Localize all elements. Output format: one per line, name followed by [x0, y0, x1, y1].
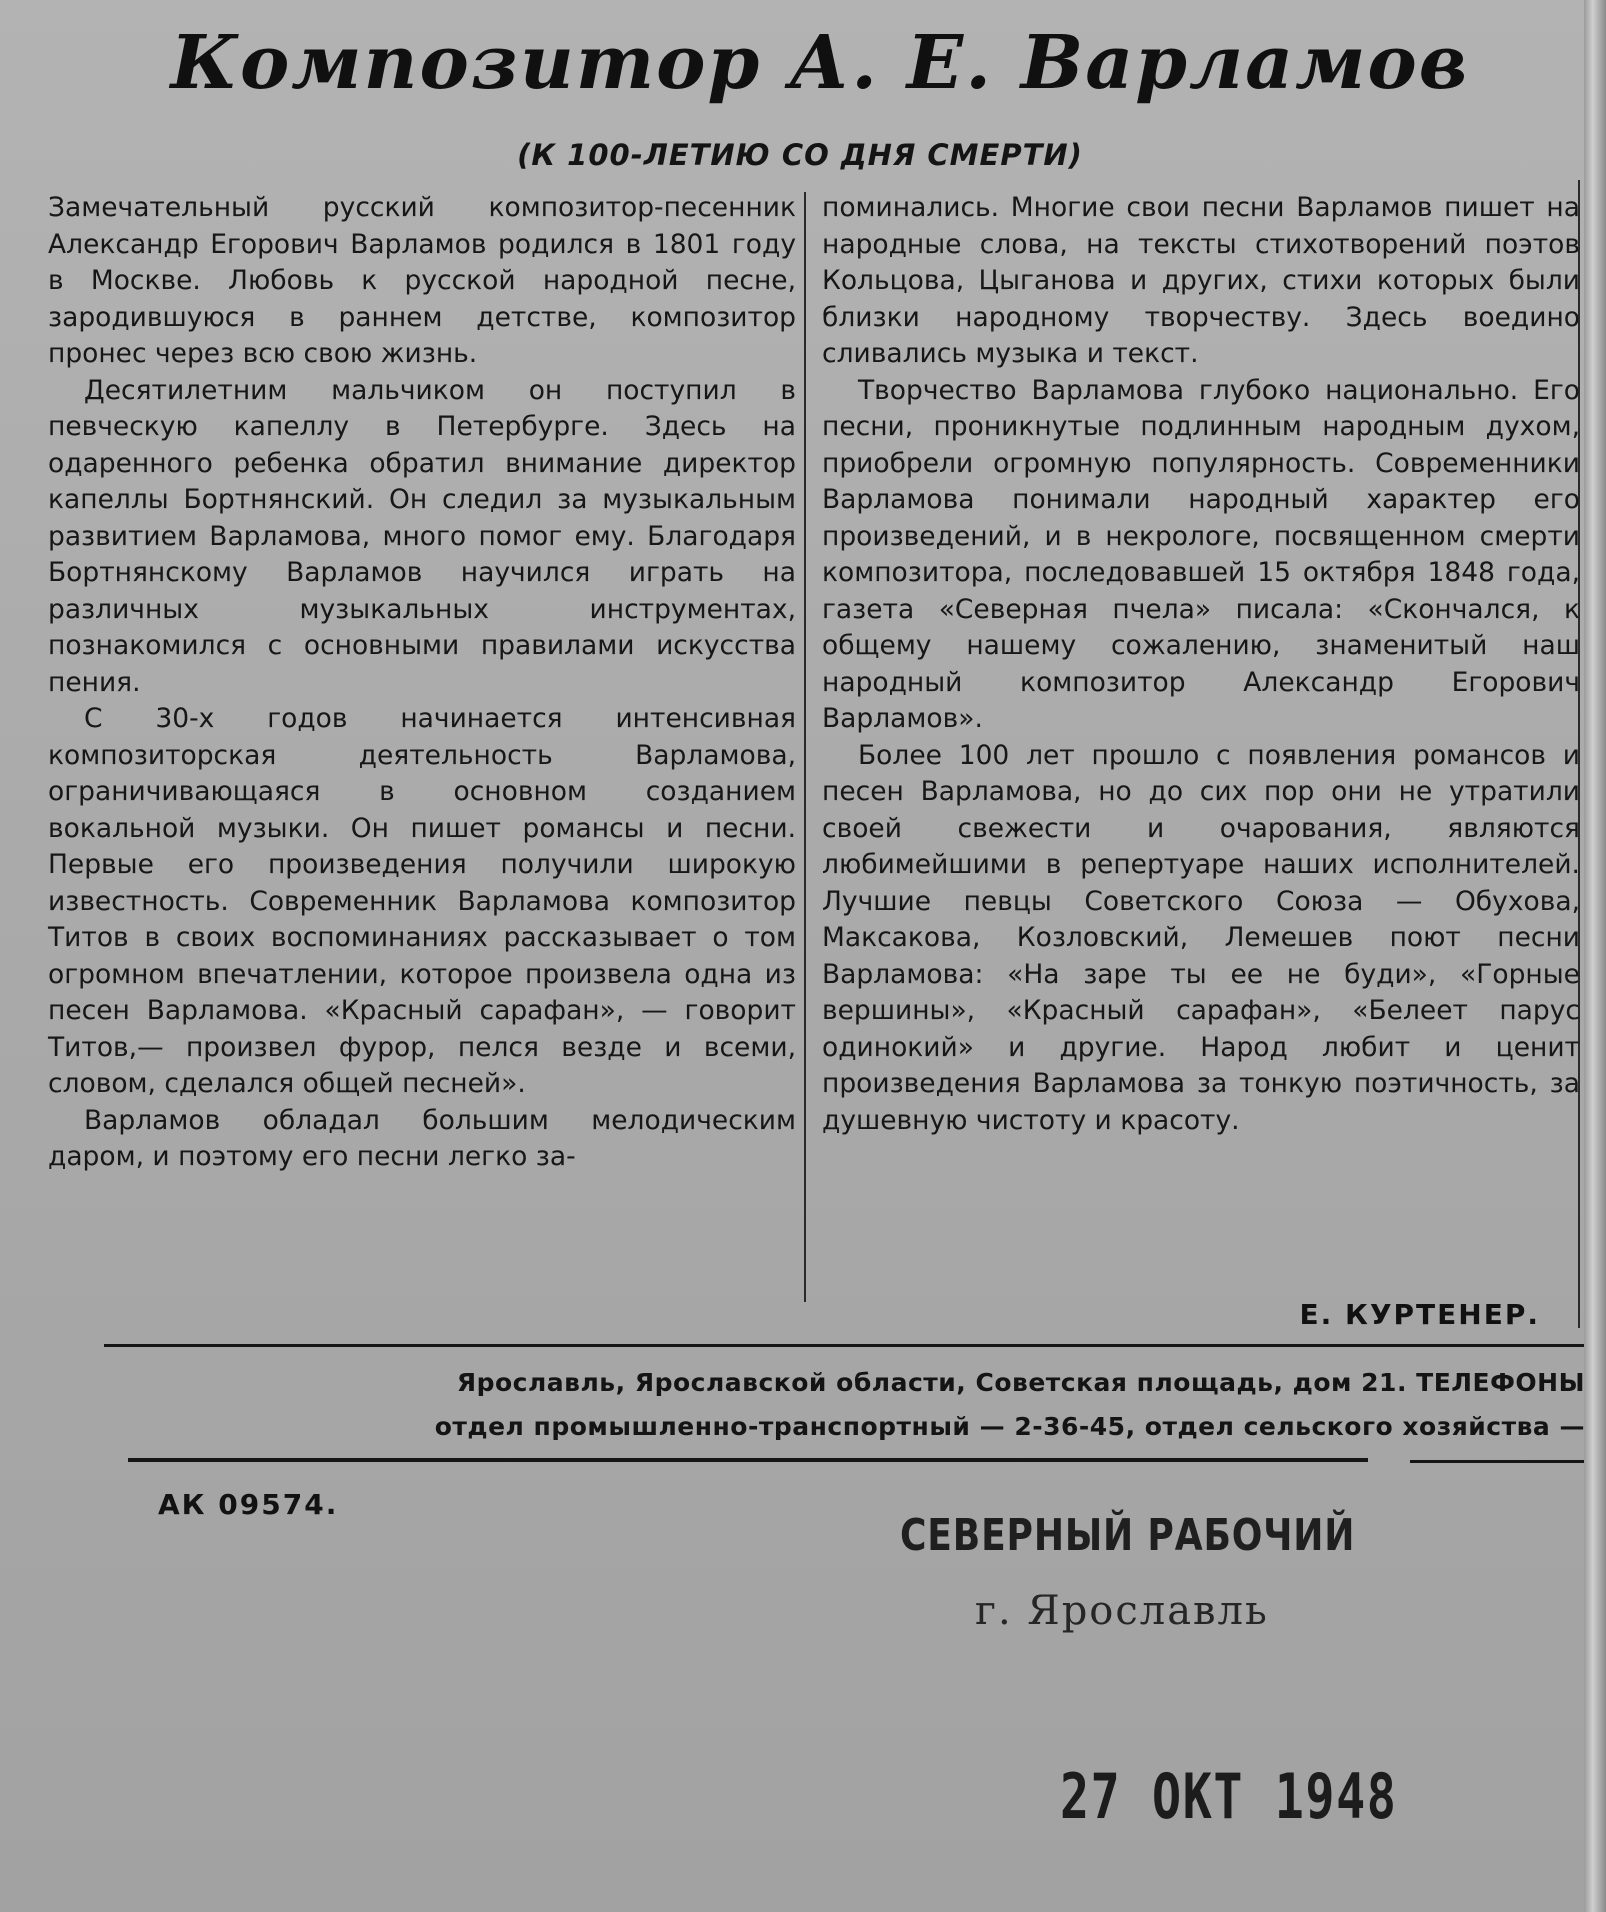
imprint-top-rule: [104, 1344, 1584, 1347]
drop-initial: З: [48, 192, 65, 223]
paragraph: Замечательный русский композитор-песенник Александр Егорович Варламов родился в 1801 году в Москве. Любовь к русской народной песне, зародившуюся в раннем детстве, композитор пронес через всю свою жизнь.: [48, 192, 796, 369]
right-column: [822, 190, 1580, 1139]
column-divider: [804, 192, 806, 1302]
date-stamp: 27 ОКТ 1948: [1060, 1760, 1398, 1833]
paragraph: поминались. Многие свои песни Варламов пишет на народные слова, на тексты стихотворений поэтов Кольцова, Цыганова и других, стихи которых были близки народному творчеству. Здесь воедино сливались музыка и текст.: [822, 192, 1580, 369]
imprint-address: Ярославль, Ярославской области, Советская площадь, дом 21. ТЕЛЕФОНЫ: [456, 1368, 1585, 1397]
paragraph: Более 100 лет прошло с появления романсов и песен Варламова, но до сих пор они не утратили своей свежести и очарования, являются любимейшими в репертуаре наших исполнителей. Лучшие певцы Советского Союза — Обухова, Максакова, Козловский, Лемешев поют песни Варламова: «На заре ты ее не буди», «Горные вершины», «Красный сарафан», «Белеет парус одинокий» и другие. Народ любит и ценит произведения Варламова за тонкую поэтичность, за душевную чистоту и красоту.: [822, 739, 1580, 1136]
print-code: АК 09574.: [158, 1488, 339, 1521]
paragraph: Десятилетним мальчиком он поступил в певческую капеллу в Петербурге. Здесь на одаренного ребенка обратил внимание директор капеллы Бортнянский. Он следил за музыкальным развитием Варламова, много помог ему. Благодаря Бортнянскому Варламов научился играть на различных музыкальных инструментах, познакомился с основными правилами искусства пения.: [48, 374, 796, 698]
paragraph: Творчество Варламова глубоко национально. Его песни, проникнутые подлинным народным духом, приобрели огромную популярность. Современники Варламова понимали народный характер его произведений, и в некрологе, посвященном смерти композитора, последовавшей 15 октября 1848 года, газета «Северная пчела» писала: «Скончался, к общему нашему сожалению, знаменитый наш народный композитор Александр Егорович Варламов».: [822, 374, 1580, 734]
newspaper-stamp: СЕВЕРНЫЙ РАБОЧИЙ: [900, 1510, 1356, 1561]
imprint-phones: отдел промышленно-транспортный — 2-36-45, отдел сельского хозяйства —: [434, 1412, 1585, 1441]
left-column: [48, 190, 796, 1176]
article-title: Композитор А. Е. Варламов: [170, 20, 1470, 106]
paper-edge: [1584, 0, 1606, 1912]
article-author: Е. КУРТЕНЕР.: [1299, 1298, 1540, 1331]
imprint-bottom-rule-end: [1410, 1460, 1584, 1463]
paragraph: Варламов обладал большим мелодическим даром, и поэтому его песни легко за-: [48, 1104, 796, 1172]
article-subtitle: (К 100-ЛЕТИЮ СО ДНЯ СМЕРТИ): [517, 138, 1083, 172]
paragraph: С 30-х годов начинается интенсивная композиторская деятельность Варламова, ограничивающаяся в основном созданием вокальной музыки. Он пишет романсы и песни. Первые его произведения получили широкую известность. Современник Варламова композитор Титов в своих воспоминаниях рассказывает о том огромном впечатлении, которое произвела одна из песен Варламова. «Красный сарафан», — говорит Титов,— произвел фурор, пелся везде и всеми, словом, сделался общей песней».: [48, 703, 796, 1099]
city-stamp: г. Ярославль: [975, 1588, 1269, 1634]
imprint-bottom-rule: [128, 1458, 1368, 1462]
